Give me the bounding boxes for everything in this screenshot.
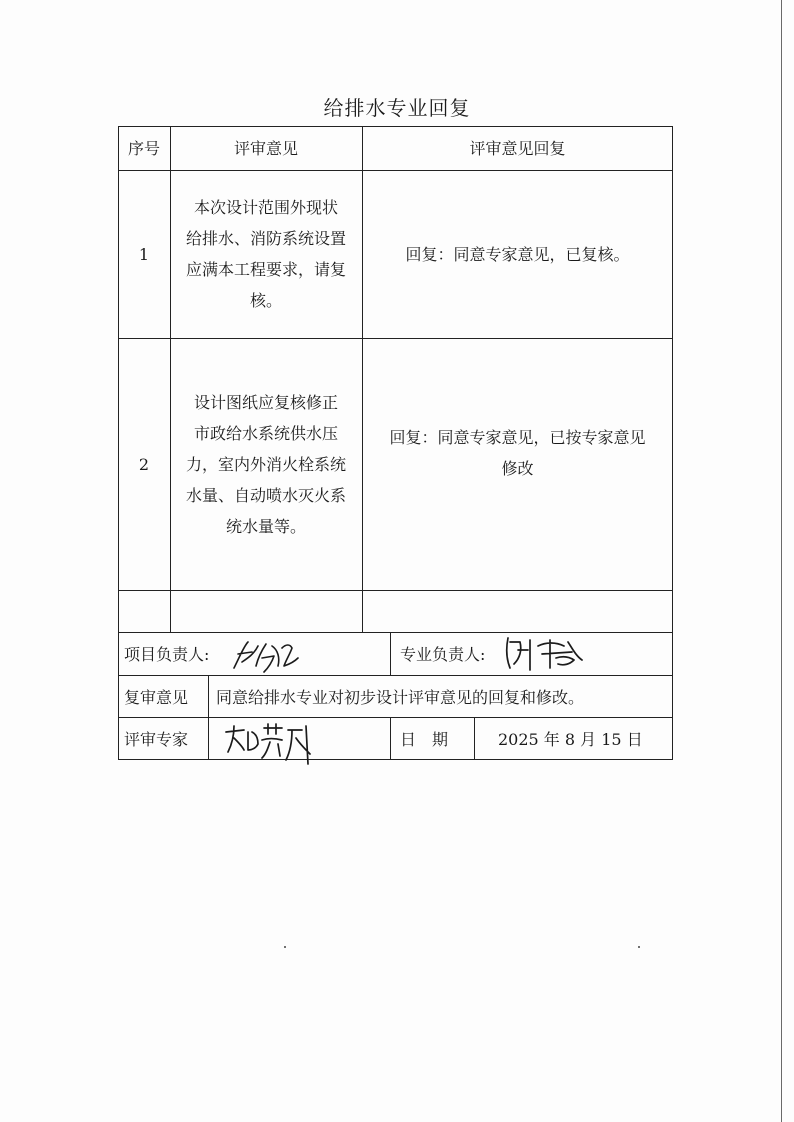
header-no: 序号 — [127, 138, 160, 158]
text-line: 给排水、消防系统设置 — [185, 229, 346, 248]
text-line: 统水量等。 — [225, 516, 306, 536]
date-label: 日 期 — [400, 730, 449, 749]
text-line: 本次设计范围外现状 — [193, 198, 338, 217]
text-line: 回复：同意专家意见，已复核。 — [405, 244, 630, 264]
expert-signature — [222, 720, 322, 766]
project-lead-label: 项目负责人: — [124, 645, 210, 664]
text-line: 应满本工程要求，请复 — [185, 260, 346, 279]
text-line: 回复：同意专家意见，已按专家意见 — [389, 428, 646, 447]
review-label: 复审意见 — [124, 688, 189, 707]
row-1-reply — [362, 170, 673, 338]
row-2-no: 2 — [138, 454, 150, 474]
row-2-reply — [362, 338, 673, 590]
text-line: 修改 — [501, 459, 534, 478]
text-line: 核。 — [249, 291, 282, 310]
row-1-no: 1 — [138, 244, 150, 264]
discipline-lead-label: 专业负责人: — [400, 645, 486, 664]
scan-speck — [638, 946, 640, 948]
row-1-opinion — [170, 170, 362, 338]
text-line: 力，室内外消火栓系统 — [185, 454, 346, 474]
header-reply: 评审意见回复 — [469, 138, 566, 158]
expert-label: 评审专家 — [124, 730, 189, 749]
text-line: 市政给水系统供水压 — [193, 423, 338, 443]
header-opinion: 评审意见 — [233, 138, 298, 158]
page-edge — [781, 0, 782, 1122]
text-line: 设计图纸应复核修正 — [193, 392, 338, 412]
scan-speck — [284, 946, 286, 948]
row-2-opinion — [170, 338, 362, 590]
page-title: 给排水专业回复 — [323, 96, 471, 120]
project-lead-signature — [228, 636, 306, 676]
text-line: 水量、自动喷水灭火系 — [185, 485, 346, 505]
date-value: 2025 年 8 月 15 日 — [498, 730, 643, 749]
review-text: 同意给排水专业对初步设计评审意见的回复和修改。 — [216, 688, 585, 707]
discipline-lead-signature — [498, 634, 588, 674]
